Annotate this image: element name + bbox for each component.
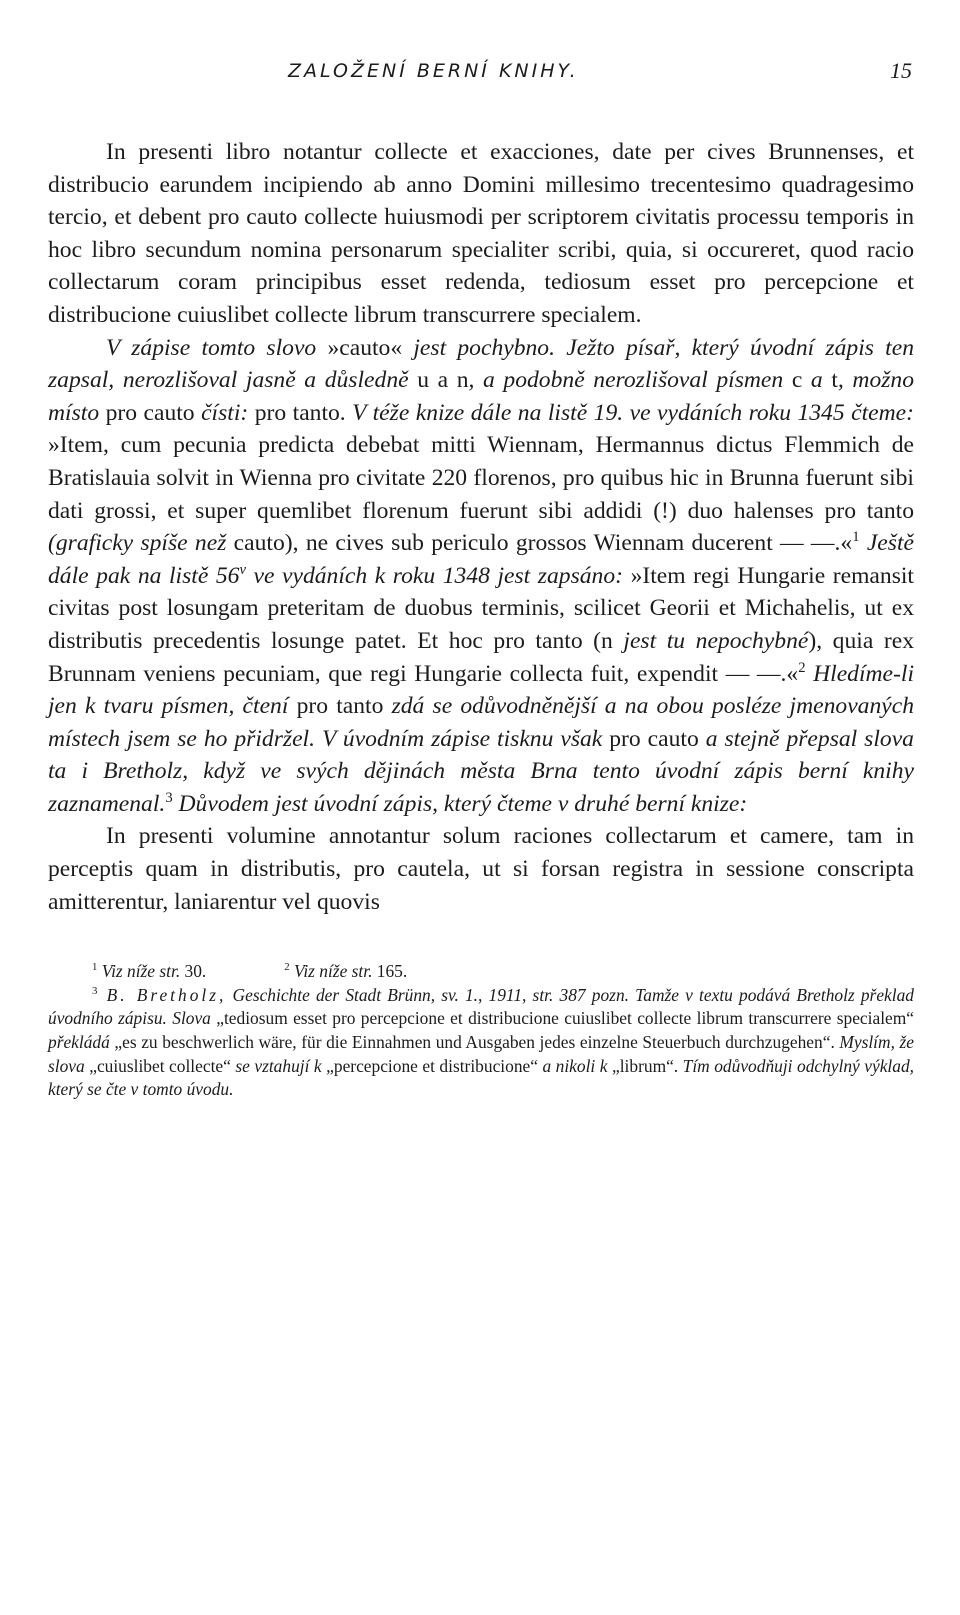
footnote-ref-2: 2 [798, 659, 806, 676]
book-page [48, 54, 914, 1102]
footnote-1-2: $^1$ Viz níže str. 30. $^2$ Viz níže str. 165. [92, 961, 408, 982]
latin-paragraph-1: In presenti libro notantur collecte et exacciones, date per cives Brunnenses, et distribucio earundem incipiendo ab anno Domini millesimo trecentesimo quadragesimo tercio, et debent pro cauto collecte huiusmodi per scriptorem civitatis processu temporis in hoc libro secundum nomina personarum specialiter scribi, quia, si occureret, quod racio collectarum coram principibus esset redenda, tediosum esset pro percepcione et distribucione cuiuslibet collecte librum transcurrere specialem. [48, 139, 914, 328]
footnotes [48, 960, 914, 1102]
latin-paragraph-2: In presenti volumine annotantur solum raciones collectarum et camere, tam in perceptis quam in distributis, pro cautela, ut si forsan registra in sessione conscripta amitterentur, laniarentur vel quovis [48, 823, 914, 915]
page-header [48, 54, 914, 94]
running-title: ZALOŽENÍ BERNÍ KNIHY. [288, 60, 579, 82]
footnote-3: $^3$ B. Bretholz, Geschichte der Stadt Brünn, sv. 1., 1911, str. 387 pozn. Tamže v textu podává Bretholz překlad úvodního zápisu. Slova „tediosum esset pro percepcione et distribucione cuiuslibet collecte librum transcurrere specialem“ překládá „es zu beschwerlich wäre, für die Einnahmen und Ausgaben jedes einzelne Steuerbuch durchzugehen“. Myslím, že slova „cuiuslibet collecte“ se vztahují k „percepcione et distribucione“ a nikoli k „librum“. Tím odůvodňuji odchylný výklad, který se čte v tomto úvodu. [48, 984, 914, 1100]
footnote-ref-3: 3 [165, 790, 173, 807]
body-text [48, 136, 914, 918]
commentary-paragraph: V zápise tomto slovo »cauto« jest pochybno. Ježto písař, který úvodní zápis ten zapsal, nerozlišoval jasně a důsledně u a n, a podobně nerozlišoval písmen c a t, možno místo pro cauto čísti: pro tanto. V téže knize dále na listě 19. ve vydáních roku 1345 čteme: »Item, cum pecunia predicta debebat mitti Wiennam, Hermannus dictus Flemmich de Bratislauia solvit in Wienna pro civitate 220 florenos, pro quibus hic in Brunna fuerunt sibi dati grossi, et super quemlibet florenum fuerunt sibi addidi (!) duo halenses pro tanto (graficky spíše než cauto), ne cives sub periculo grossos Wiennam ducerent — —.«$^1$ Ještě dále pak na listě 56$^v$ ve vydáních k roku 1348 jest zapsáno: »Item regi Hungarie remansit civitas post losungam preteritam de duobus terminis, scilicet Georii et Michahelis, ut ex distributis precedentis losunge patet. Et hoc pro tanto (n jest tu nepochybné), quia rex Brunnam veniens pecuniam, que regi Hungarie collecta fuit, expendit — —.«$^2$ Hledíme-li jen k tvaru písmen, čtení pro tanto zdá se odůvodněnější a na obou posléze jmenovaných místech jsem se ho přidržel. V úvodním zápise tisknu však pro cauto a stejně přepsal slova ta i Bretholz, když ve svých dějinách města Brna tento úvodní zápis berní knihy zaznamenal.$^3$ Důvodem jest úvodní zápis, který čteme v druhé berní knize: [48, 334, 915, 817]
footnote-ref-1: 1 [852, 529, 860, 546]
page-number: 15 [890, 58, 912, 83]
